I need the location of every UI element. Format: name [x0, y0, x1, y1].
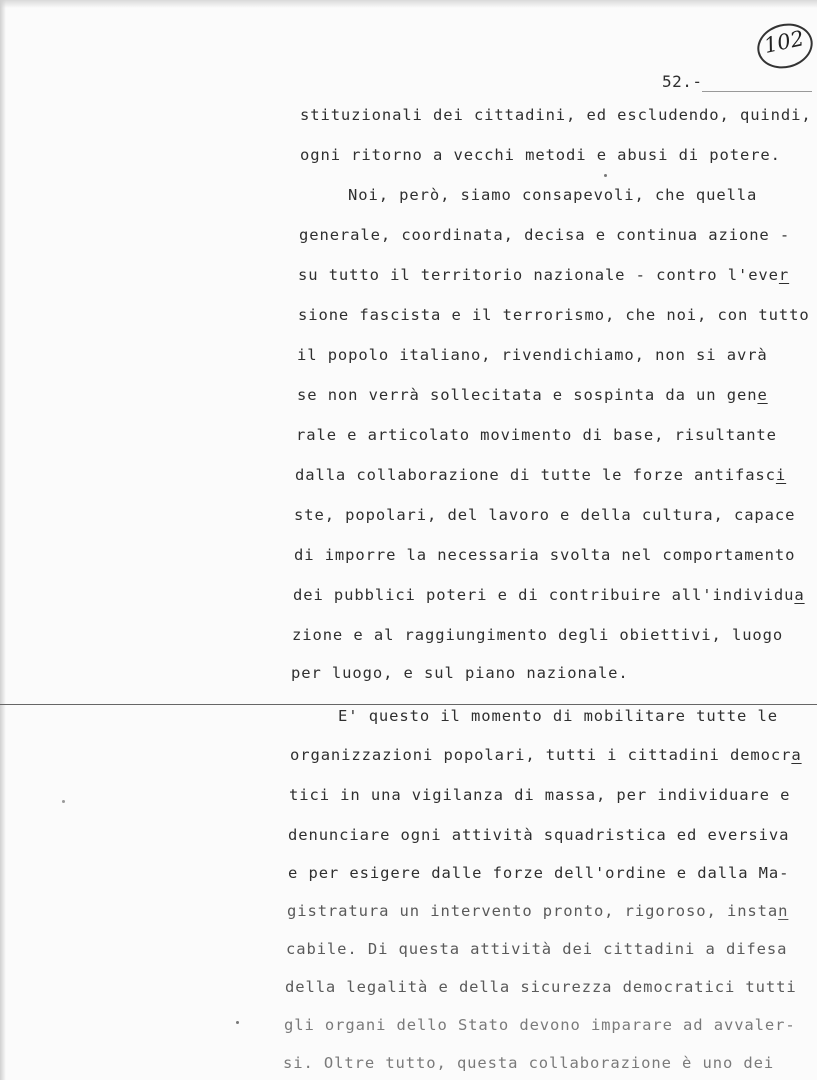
- text-line: gli organi dello Stato devono imparare ad avvaler-: [284, 1016, 796, 1034]
- text-line: sione fascista e il terrorismo, che noi, con tutto: [298, 306, 810, 324]
- ink-speck: [604, 174, 607, 177]
- text-line: zione e al raggiungimento degli obiettivi, luogo: [292, 626, 784, 644]
- text-line: se non verrà sollecitata e sospinta da un gene: [297, 386, 768, 404]
- text-line: per luogo, e sul piano nazionale.: [291, 664, 629, 682]
- archive-stamp-number: 102: [761, 26, 807, 58]
- text-line: gistratura un intervento pronto, rigoroso, instan: [287, 902, 789, 920]
- text-line: cabile. Di questa attività dei cittadini a difesa: [286, 940, 788, 958]
- ink-speck: [236, 1021, 239, 1024]
- text-line: e per esigere dalle forze dell'ordine e dalla Ma-: [288, 864, 790, 882]
- text-line: organizzazioni popolari, tutti i cittadini democra: [290, 746, 802, 764]
- page-number-rule: [702, 91, 812, 92]
- text-line: ogni ritorno a vecchi metodi e abusi di potere.: [300, 146, 781, 164]
- text-line: il popolo italiano, rivendichiamo, non si avrà: [297, 346, 768, 364]
- text-line: si. Oltre tutto, questa collaborazione è uno dei: [283, 1054, 775, 1072]
- text-line: generale, coordinata, decisa e continua azione -: [299, 226, 791, 244]
- scan-left-edge: [0, 0, 6, 1080]
- text-line: ste, popolari, del lavoro e della cultura, capace: [294, 506, 796, 524]
- text-line: denunciare ogni attività squadristica ed eversiva: [288, 826, 790, 844]
- text-line: E' questo il momento di mobilitare tutte le: [338, 707, 778, 725]
- page-number: 52.-: [662, 72, 703, 91]
- text-line: di imporre la necessaria svolta nel comportamento: [294, 546, 796, 564]
- scan-top-edge: [0, 0, 817, 8]
- text-line: dalla collaborazione di tutte le forze antifasci: [295, 466, 787, 484]
- text-line: su tutto il territorio nazionale - contro l'ever: [298, 266, 790, 284]
- text-line: della legalità e della sicurezza democratici tutti: [285, 978, 797, 996]
- text-line: rale e articolato movimento di base, risultante: [296, 426, 777, 444]
- paper-fold-line: [0, 704, 817, 705]
- ink-speck: [62, 800, 65, 803]
- text-line: Noi, però, siamo consapevoli, che quella: [348, 186, 758, 204]
- text-line: stituzionali dei cittadini, ed escludendo, quindi,: [300, 106, 812, 124]
- text-line: dei pubblici poteri e di contribuire all'individua: [293, 586, 805, 604]
- text-line: tici in una vigilanza di massa, per individuare e: [289, 786, 791, 804]
